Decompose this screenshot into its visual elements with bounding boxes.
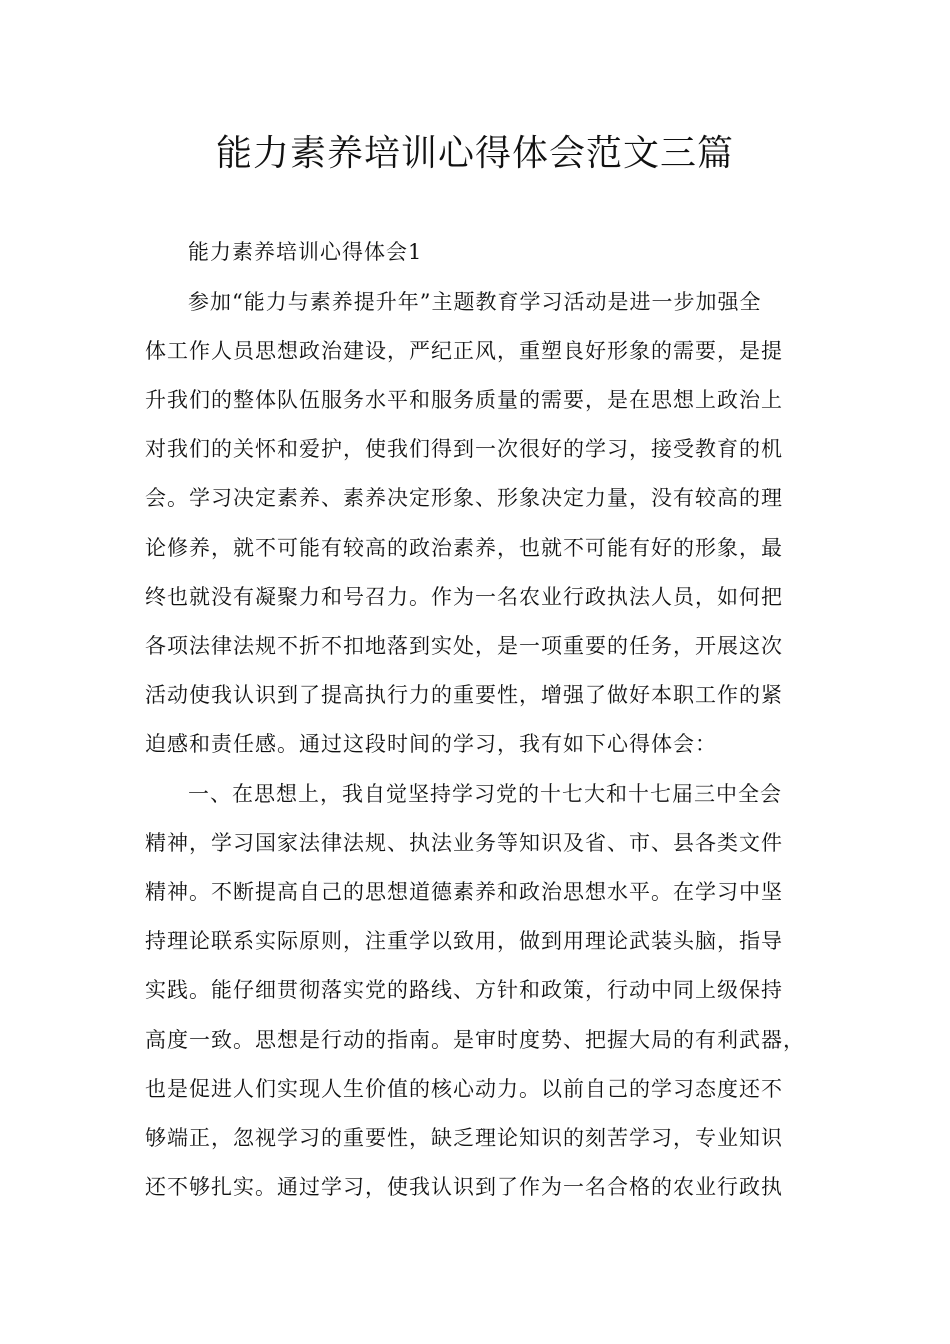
body-line: 参加“能力与素养提升年”主题教育学习活动是进一步加强全 [188,290,762,314]
body-line: 升我们的整体队伍服务水平和服务质量的需要，是在思想上政治上 [145,388,783,412]
body-line: 高度一致。思想是行动的指南。是审时度势、把握大局的有利武器， [145,1028,805,1052]
body-line: 各项法律法规不折不扣地落到实处，是一项重要的任务，开展这次 [145,634,783,658]
body-line: 也是促进人们实现人生价值的核心动力。以前自己的学习态度还不 [145,1077,783,1101]
section-heading: 能力素养培训心得体会1 [188,240,423,264]
body-line: 会。学习决定素养、素养决定形象、形象决定力量，没有较高的理 [145,486,783,510]
body-line: 精神，学习国家法律法规、执法业务等知识及省、市、县各类文件 [145,831,783,855]
body-line: 实践。能仔细贯彻落实党的路线、方针和政策，行动中同上级保持 [145,978,783,1002]
body-line: 一、在思想上，我自觉坚持学习党的十七大和十七届三中全会 [188,782,782,806]
body-line: 活动使我认识到了提高执行力的重要性，增强了做好本职工作的紧 [145,683,783,707]
body-line: 迫感和责任感。通过这段时间的学习，我有如下心得体会： [145,732,717,756]
body-line: 够端正，忽视学习的重要性，缺乏理论知识的刻苦学习，专业知识 [145,1126,783,1150]
document-title: 能力素养培训心得体会范文三篇 [215,133,734,174]
body-line: 持理论联系实际原则，注重学以致用，做到用理论武装头脑，指导 [145,929,783,953]
body-line: 精神。不断提高自己的思想道德素养和政治思想水平。在学习中坚 [145,880,783,904]
body-line: 体工作人员思想政治建设，严纪正风，重塑良好形象的需要，是提 [145,339,783,363]
body-line: 论修养，就不可能有较高的政治素养，也就不可能有好的形象，最 [145,536,783,560]
body-line: 还不够扎实。通过学习，使我认识到了作为一名合格的农业行政执 [145,1175,783,1199]
body-line: 终也就没有凝聚力和号召力。作为一名农业行政执法人员，如何把 [145,585,783,609]
body-line: 对我们的关怀和爱护，使我们得到一次很好的学习，接受教育的机 [145,437,783,461]
